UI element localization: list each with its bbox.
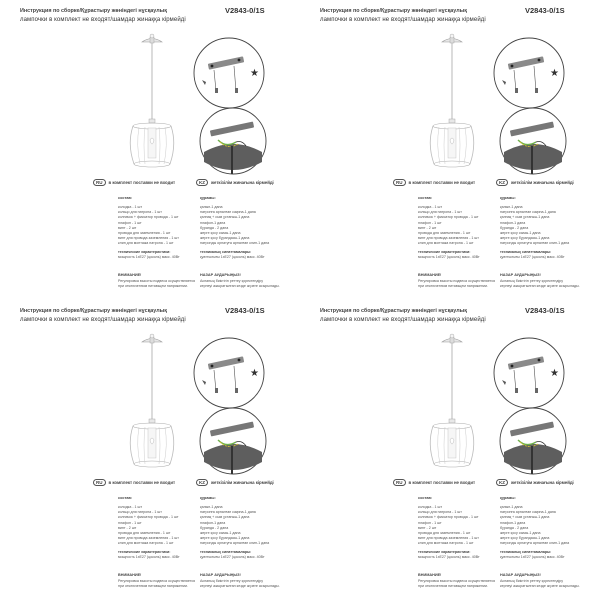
list-item: патронды орнатуға арналған клип-1 дана: [500, 541, 570, 546]
list-item: плафон - 1 шт: [118, 520, 142, 525]
wiring-connection-detail: [198, 106, 268, 176]
list-item: плафон - 1 шт: [418, 220, 442, 225]
list-item: қалпақ + сым ұстағыш-1 дана: [500, 215, 550, 220]
svg-text:★: ★: [550, 68, 559, 79]
ru-warning-text: Регулировка высоты подвеса осуществляется при отключенном питающем напряжении.: [118, 279, 196, 288]
kz-warning-title: НАЗАР АУДАРЫҢЫЗ!: [500, 273, 541, 277]
ru-tech-value: мощность 1xE27 (цоколь) макс. 40Вт: [118, 254, 180, 259]
ru-contents-label: состав:: [118, 496, 133, 500]
list-item: провода для заземления - 1 шт: [418, 531, 471, 536]
kz-tech-label: техникалық сипаттамалары:: [200, 249, 252, 254]
model-number: V2843-0/1S: [225, 306, 265, 315]
list-item: колодка - 1 шт: [418, 205, 443, 209]
kz-contents-label: құрамы:: [200, 196, 216, 200]
list-item: провода для заземления - 1 шт: [118, 231, 171, 236]
wiring-connection-detail: [498, 406, 568, 476]
list-item: қалып-1 дана: [200, 505, 223, 509]
list-item: колодка - 1 шт: [418, 505, 443, 509]
instruction-sheet: [300, 300, 600, 600]
instruction-sheet: [300, 0, 600, 300]
list-item: плафон - 1 шт: [118, 220, 142, 225]
list-item: патронға арналған сақина-1 дана: [200, 210, 256, 215]
list-item: винт для провода заземления - 1 шт: [418, 536, 479, 541]
list-item: колодка - 1 шт: [118, 205, 143, 209]
kz-contents-label: құрамы:: [200, 496, 216, 500]
list-item: плафон-1 дана: [500, 220, 526, 225]
ru-not-included-badge: RU в комплект поставки не входит: [93, 179, 175, 186]
list-item: жерге қосу бұрандасы-1 дана: [200, 236, 250, 241]
kz-contents-label: құрамы:: [500, 196, 516, 200]
kz-contents-list: [500, 205, 569, 260]
svg-text:★: ★: [250, 368, 259, 379]
ru-tech-label: технические характеристики:: [418, 549, 471, 554]
instruction-sheet: [0, 300, 300, 600]
list-item: винт - 2 шт: [418, 525, 437, 530]
instruction-title: Инструкция по сборке/Құрастыру жөніндегі нұсқаулық: [320, 308, 467, 314]
kz-not-included-badge: KZ жеткізілім жинағына кірмейді: [196, 179, 274, 186]
svg-text:★: ★: [250, 68, 259, 79]
instruction-title: Инструкция по сборке/Құрастыру жөніндегі нұсқаулық: [320, 8, 467, 14]
mounting-bracket-detail: [492, 36, 566, 110]
list-item: колодка - 1 шт: [118, 505, 143, 509]
ru-not-included-badge: RU в комплект поставки не входит: [393, 179, 475, 186]
list-item: колпачок + фиксатор провода - 1 шт: [118, 515, 179, 520]
ru-warning-text: Регулировка высоты подвеса осуществляется при отключенном питающем напряжении.: [418, 279, 496, 288]
ru-contents-label: состав:: [418, 496, 433, 500]
bulbs-not-included-note: лампочки в комплект не входят/шамдар жинаққа кірмейді: [20, 17, 186, 23]
model-number: V2843-0/1S: [225, 6, 265, 15]
list-item: кольцо для патрона - 1 шт: [418, 510, 462, 515]
kz-not-included-badge: KZ жеткізілім жинағына кірмейді: [496, 479, 574, 486]
list-item: клип для монтажа патрона - 1 шт: [118, 241, 174, 246]
list-item: плафон-1 дана: [500, 520, 526, 525]
ru-warning-text: Регулировка высоты подвеса осуществляется при отключенном питающем напряжении.: [118, 579, 196, 588]
ru-tag: RU: [393, 479, 406, 486]
kz-warning-title: НАЗАР АУДАРЫҢЫЗ!: [200, 273, 241, 277]
kz-tech-value: қуаттылығы 1xE27 (цоколь) макс. 40Вт: [500, 554, 565, 559]
ru-contents-label: состав:: [118, 196, 133, 200]
mounting-bracket-detail: [492, 336, 566, 410]
ru-warning-title: ВНИМАНИЕ!: [418, 273, 442, 277]
list-item: жерге қосу сымы-1 дана: [500, 231, 541, 236]
ru-contents-list: [118, 205, 180, 260]
ru-tech-label: технические характеристики:: [418, 249, 471, 254]
ru-warning-title: ВНИМАНИЕ!: [118, 273, 142, 277]
list-item: винт - 2 шт: [418, 225, 437, 230]
list-item: кольцо для патрона - 1 шт: [418, 210, 462, 215]
list-item: плафон-1 дана: [200, 220, 226, 225]
list-item: жерге қосу сымы-1 дана: [500, 531, 541, 536]
ru-tech-value: мощность 1xE27 (цоколь) макс. 40Вт: [118, 554, 180, 559]
kz-not-included-badge: KZ жеткізілім жинағына кірмейді: [196, 479, 274, 486]
instruction-sheet: [0, 0, 300, 300]
kz-contents-label: құрамы:: [500, 496, 516, 500]
list-item: кольцо для патрона - 1 шт: [118, 210, 162, 215]
kz-tech-value: қуаттылығы 1xE27 (цоколь) макс. 40Вт: [500, 254, 565, 259]
list-item: патронға арналған сақина-1 дана: [200, 510, 256, 515]
list-item: колпачок + фиксатор провода - 1 шт: [118, 215, 179, 220]
kz-tech-label: техникалық сипаттамалары:: [500, 549, 552, 554]
list-item: плафон-1 дана: [200, 520, 226, 525]
list-item: винт для провода заземления - 1 шт: [418, 236, 479, 241]
list-item: қалып-1 дана: [200, 205, 223, 209]
bulbs-not-included-note: лампочки в комплект не входят/шамдар жинаққа кірмейді: [320, 317, 486, 323]
list-item: колпачок + фиксатор провода - 1 шт: [418, 215, 479, 220]
list-item: патронды орнатуға арналған клип-1 дана: [200, 241, 270, 246]
ru-contents-list: [418, 505, 480, 560]
ru-tag: RU: [393, 179, 406, 186]
kz-warning-text: Аспаның биіктігін реттеу қоректендіру кернеуі ажыратылған кезде жүзеге асырылады.: [200, 279, 280, 288]
ru-tech-value: мощность 1xE27 (цоколь) макс. 40Вт: [418, 254, 480, 259]
ru-contents-label: состав:: [418, 196, 433, 200]
kz-tech-label: техникалық сипаттамалары:: [500, 249, 552, 254]
list-item: жерге қосу сымы-1 дана: [200, 231, 241, 236]
ru-not-included-badge: RU в комплект поставки не входит: [93, 479, 175, 486]
bulbs-not-included-note: лампочки в комплект не входят/шамдар жинаққа кірмейді: [320, 17, 486, 23]
ru-contents-list: [418, 205, 480, 260]
list-item: винт - 2 шт: [118, 525, 137, 530]
ru-tag: RU: [93, 179, 106, 186]
list-item: патронды орнатуға арналған клип-1 дана: [200, 541, 270, 546]
list-item: винт для провода заземления - 1 шт: [118, 536, 179, 541]
kz-contents-list: [200, 205, 269, 260]
kz-tag: KZ: [496, 479, 508, 486]
kz-tech-value: қуаттылығы 1xE27 (цоколь) макс. 40Вт: [200, 554, 265, 559]
list-item: провода для заземления - 1 шт: [418, 231, 471, 236]
list-item: қалпақ + сым ұстағыш-1 дана: [200, 215, 250, 220]
ru-warning-title: ВНИМАНИЕ!: [418, 573, 442, 577]
ru-tag: RU: [93, 479, 106, 486]
bulbs-not-included-note: лампочки в комплект не входят/шамдар жинаққа кірмейді: [20, 317, 186, 323]
kz-tech-value: қуаттылығы 1xE27 (цоколь) макс. 40Вт: [200, 254, 265, 259]
list-item: жерге қосу бұрандасы-1 дана: [200, 536, 250, 541]
ru-not-included-badge: RU в комплект поставки не входит: [393, 479, 475, 486]
list-item: бұранда - 2 дана: [200, 525, 229, 530]
wiring-connection-detail: [198, 406, 268, 476]
kz-tag: KZ: [496, 179, 508, 186]
kz-warning-text: Аспаның биіктігін реттеу қоректендіру кернеуі ажыратылған кезде жүзеге асырылады.: [200, 579, 280, 588]
list-item: қалпақ + сым ұстағыш-1 дана: [200, 515, 250, 520]
list-item: клип для монтажа патрона - 1 шт: [418, 541, 474, 546]
list-item: бұранда - 2 дана: [200, 225, 229, 230]
mounting-bracket-detail: [192, 336, 266, 410]
kz-tag: KZ: [196, 179, 208, 186]
mounting-bracket-detail: [192, 36, 266, 110]
list-item: қалып-1 дана: [500, 205, 523, 209]
list-item: бұранда - 2 дана: [500, 525, 529, 530]
instruction-title: Инструкция по сборке/Құрастыру жөніндегі нұсқаулық: [20, 308, 167, 314]
kz-contents-list: [500, 505, 569, 560]
model-number: V2843-0/1S: [525, 6, 565, 15]
svg-text:★: ★: [550, 368, 559, 379]
kz-warning-text: Аспаның биіктігін реттеу қоректендіру кернеуі ажыратылған кезде жүзеге асырылады.: [500, 579, 580, 588]
instruction-title: Инструкция по сборке/Құрастыру жөніндегі нұсқаулық: [20, 8, 167, 14]
kz-warning-title: НАЗАР АУДАРЫҢЫЗ!: [500, 573, 541, 577]
list-item: жерге қосу бұрандасы-1 дана: [500, 236, 550, 241]
list-item: патронға арналған сақина-1 дана: [500, 510, 556, 515]
model-number: V2843-0/1S: [525, 306, 565, 315]
list-item: колпачок + фиксатор провода - 1 шт: [418, 515, 479, 520]
list-item: клип для монтажа патрона - 1 шт: [118, 541, 174, 546]
list-item: плафон - 1 шт: [418, 520, 442, 525]
ru-warning-text: Регулировка высоты подвеса осуществляется при отключенном питающем напряжении.: [418, 579, 496, 588]
kz-not-included-badge: KZ жеткізілім жинағына кірмейді: [496, 179, 574, 186]
kz-contents-list: [200, 505, 269, 560]
list-item: қалпақ + сым ұстағыш-1 дана: [500, 515, 550, 520]
kz-warning-text: Аспаның биіктігін реттеу қоректендіру кернеуі ажыратылған кезде жүзеге асырылады.: [500, 279, 580, 288]
kz-tech-label: техникалық сипаттамалары:: [200, 549, 252, 554]
list-item: кольцо для патрона - 1 шт: [118, 510, 162, 515]
ru-warning-title: ВНИМАНИЕ!: [118, 573, 142, 577]
list-item: патронды орнатуға арналған клип-1 дана: [500, 241, 570, 246]
ru-tech-label: технические характеристики:: [118, 249, 171, 254]
list-item: қалып-1 дана: [500, 505, 523, 509]
list-item: провода для заземления - 1 шт: [118, 531, 171, 536]
ru-tech-value: мощность 1xE27 (цоколь) макс. 40Вт: [418, 554, 480, 559]
list-item: винт - 2 шт: [118, 225, 137, 230]
list-item: жерге қосу бұрандасы-1 дана: [500, 536, 550, 541]
list-item: жерге қосу сымы-1 дана: [200, 531, 241, 536]
list-item: клип для монтажа патрона - 1 шт: [418, 241, 474, 246]
list-item: бұранда - 2 дана: [500, 225, 529, 230]
wiring-connection-detail: [498, 106, 568, 176]
list-item: патронға арналған сақина-1 дана: [500, 210, 556, 215]
kz-tag: KZ: [196, 479, 208, 486]
ru-contents-list: [118, 505, 180, 560]
list-item: винт для провода заземления - 1 шт: [118, 236, 179, 241]
ru-tech-label: технические характеристики:: [118, 549, 171, 554]
kz-warning-title: НАЗАР АУДАРЫҢЫЗ!: [200, 573, 241, 577]
